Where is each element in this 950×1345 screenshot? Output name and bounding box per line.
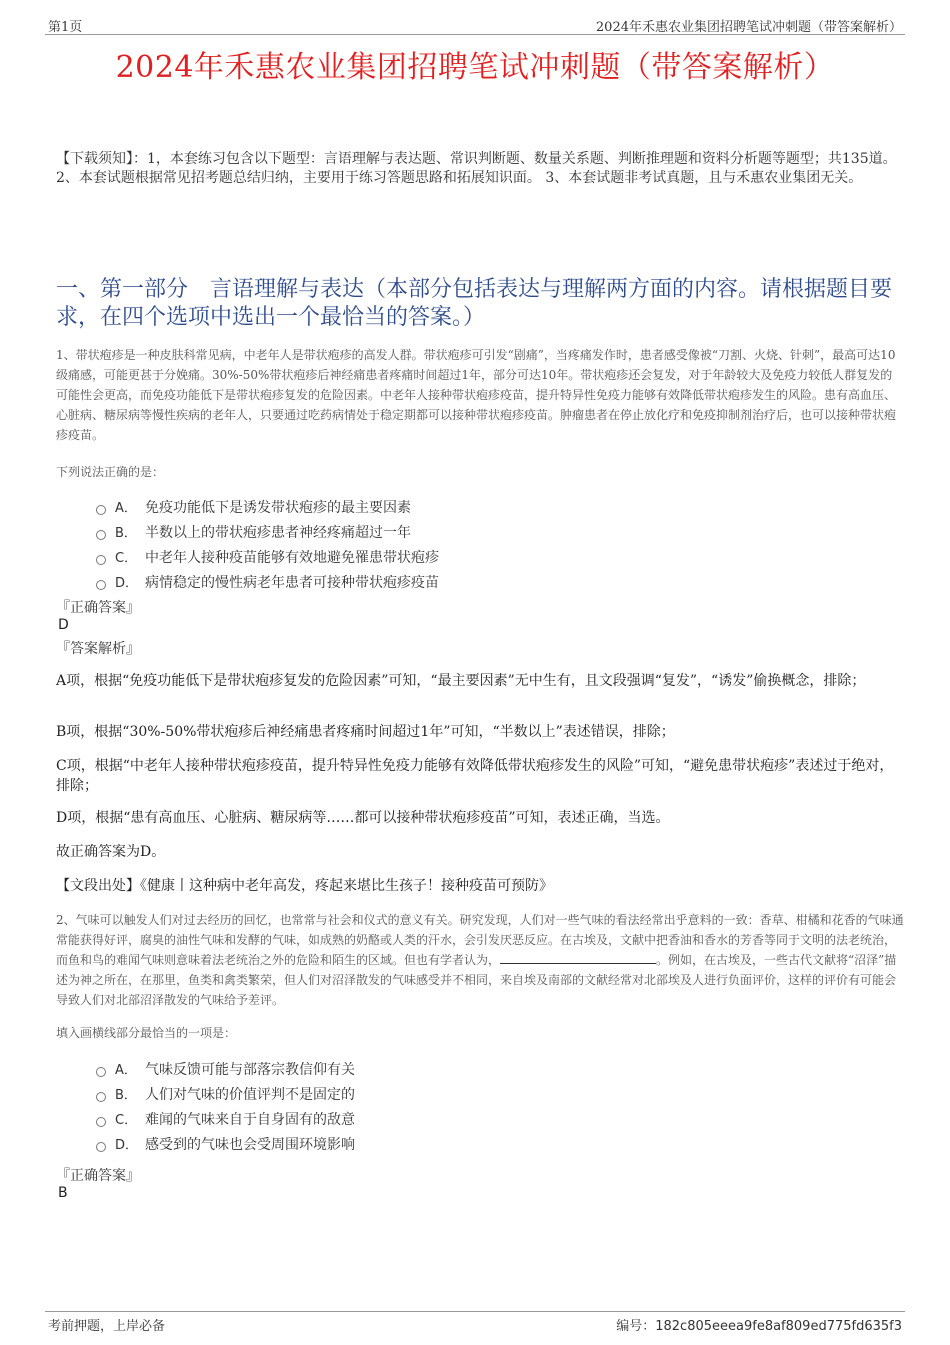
option-text: 人们对气味的价值评判不是固定的 bbox=[145, 1086, 355, 1103]
header-doc-title: 2024年禾惠农业集团招聘笔试冲刺题（带答案解析） bbox=[595, 20, 902, 35]
analysis-d: D项，根据“患有高血压、心脏病、糖尿病等……都可以接种带状疱疹疫苗”可知，表述正确，当选。 bbox=[56, 810, 670, 826]
option-c[interactable] bbox=[96, 1106, 796, 1131]
footer-code bbox=[616, 1315, 902, 1334]
option-text: 难闻的气味来自于自身固有的敌意 bbox=[145, 1111, 355, 1128]
option-text: 感受到的气味也会受周围环境影响 bbox=[145, 1136, 355, 1153]
radio-icon[interactable] bbox=[96, 1142, 106, 1152]
answer-value: D bbox=[58, 617, 69, 633]
option-text: 病情稳定的慢性病老年患者可接种带状疱疹疫苗 bbox=[145, 574, 439, 591]
option-a[interactable] bbox=[96, 1056, 796, 1081]
option-letter: B． bbox=[115, 1088, 137, 1103]
option-d[interactable] bbox=[96, 1131, 796, 1156]
option-text: 免疫功能低下是诱发带状疱疹的最主要因素 bbox=[145, 499, 411, 516]
question-2-prompt: 填入画横线部分最恰当的一项是： bbox=[56, 1026, 237, 1040]
footer-slogan: 考前押题，上岸必备 bbox=[48, 1319, 166, 1334]
option-d[interactable] bbox=[96, 569, 796, 594]
analysis-conclusion: 故正确答案为D。 bbox=[56, 844, 166, 860]
page-number: 第1页 bbox=[48, 20, 83, 35]
answer-label: 『正确答案』 bbox=[56, 1168, 140, 1184]
radio-icon[interactable] bbox=[96, 1092, 106, 1102]
option-text: 半数以上的带状疱疹患者神经疼痛超过一年 bbox=[145, 524, 411, 541]
question-1-text: 1、带状疱疹是一种皮肤科常见病，中老年人是带状疱疹的高发人群。带状疱疹可引发“剧痛”，当疼痛发作时，患者感受像被“刀割、火烧、针刺”，最高可达10级痛感，可能更甚于分娩痛。30%-50%带状疱疹后神经痛患者疼痛时间超过1年，部分可达10年。带状疱疹还会复发，对于年龄较大及免疫力较低人群复发的可能性会更高，而免疫功能低下是带状疱疹复发的危险因素。中老年人接种带状疱疹疫苗，提升特异性免疫力能够有效降低带状疱疹发生的风险。患有高血压、心脏病、糖尿病等慢性疾病的老年人，只要通过吃药病情处于稳定期都可以接种带状疱疹疫苗。肿瘤患者在停止放化疗和免疫抑制剂治疗后，也可以接种带状疱疹疫苗。 bbox=[56, 348, 897, 442]
option-letter: A． bbox=[115, 501, 137, 516]
code-value: 182c805eeea9fe8af809ed775fd635f3 bbox=[655, 1319, 902, 1334]
option-letter: B． bbox=[115, 526, 137, 541]
analysis-b: B项，根据“30%-50%带状疱疹后神经痛患者疼痛时间超过1年”可知，“半数以上”表述错误，排除； bbox=[56, 724, 675, 740]
option-b[interactable] bbox=[96, 1081, 796, 1106]
fill-blank-line bbox=[578, 951, 656, 964]
analysis-c: C项，根据“中老年人接种带状疱疹疫苗，提升特异性免疫力能够有效降低带状疱疹发生的风险”可知，“避免患带状疱疹”表述过于绝对，排除； bbox=[56, 758, 894, 794]
question-2-text-before: 2、气味可以触发人们对过去经历的回忆，也常常与社会和仪式的意义有关。研究发现，人们对一些气味的看法经常出乎意料的一致：香草、柑橘和花香的气味通常能获得好评，腐臭的油性气味和发酵的气味，如成熟的奶酪或人类的汗水，会引发厌恶反应。在古埃及，文献中把香油和香水的芳香等同于文明的法老统治，而鱼和鸟的难闻气味则意味着法老统治之外的危险和陌生的区域。但也有学者认为， bbox=[56, 913, 904, 967]
answer-label: 『正确答案』 bbox=[56, 600, 140, 616]
page-title: 2024年禾惠农业集团招聘笔试冲刺题（带答案解析） bbox=[115, 50, 835, 85]
radio-icon[interactable] bbox=[96, 555, 106, 565]
radio-icon[interactable] bbox=[96, 1117, 106, 1127]
header-divider bbox=[45, 34, 905, 35]
option-letter: D． bbox=[115, 576, 139, 591]
fill-blank-line bbox=[500, 951, 578, 964]
section-title: 一、第一部分 言语理解与表达（本部分包括表达与理解两方面的内容。请根据题目要求，在四个选项中选出一个最恰当的答案。） bbox=[56, 277, 893, 330]
option-a[interactable] bbox=[96, 494, 796, 519]
code-label: 编号： bbox=[616, 1319, 656, 1334]
analysis-a: A项，根据“免疫功能低下是带状疱疹复发的危险因素”可知，“最主要因素”无中生有，且文段强调“复发”，“诱发”偷换概念，排除； bbox=[56, 673, 866, 689]
footer-divider bbox=[45, 1311, 905, 1312]
download-notice: 【下载须知】：1，本套练习包含以下题型：言语理解与表达题、常识判断题、数量关系题、判断推理题和资料分析题等题型；共135道。 2、本套试题根据常见招考题总结归纳，主要用于练习答题思路和拓展知识面。 3、本套试题非考试真题，且与禾惠农业集团无关。 bbox=[56, 151, 897, 186]
option-letter: C． bbox=[115, 551, 138, 566]
question-1-options bbox=[96, 494, 796, 594]
option-text: 气味反馈可能与部落宗教信仰有关 bbox=[145, 1061, 355, 1078]
question-2-options bbox=[96, 1056, 796, 1156]
option-b[interactable] bbox=[96, 519, 796, 544]
radio-icon[interactable] bbox=[96, 505, 106, 515]
radio-icon[interactable] bbox=[96, 530, 106, 540]
answer-value: B bbox=[58, 1185, 68, 1201]
radio-icon[interactable] bbox=[96, 580, 106, 590]
option-letter: D． bbox=[115, 1138, 139, 1153]
radio-icon[interactable] bbox=[96, 1067, 106, 1077]
option-letter: C． bbox=[115, 1113, 138, 1128]
option-letter: A． bbox=[115, 1063, 137, 1078]
analysis-label: 『答案解析』 bbox=[56, 641, 140, 657]
question-1-prompt: 下列说法正确的是： bbox=[56, 465, 165, 479]
option-c[interactable] bbox=[96, 544, 796, 569]
question-2-text bbox=[56, 910, 904, 1010]
source-citation: 【文段出处】《健康丨这种病中老年高发，疼起来堪比生孩子！接种疫苗可预防》 bbox=[56, 878, 553, 894]
question-2-text-after: 。例如，在古埃及，一些古代文献将“沼泽”描述为神之所在，在那里，鱼类和禽类繁荣，但人们对沼泽散发的气味感受并不相同，来自埃及南部的文献经常对北部埃及人进行负面评价，这样的评价有可能会导致人们对北部沼泽散发的气味给予差评。 bbox=[56, 953, 897, 1007]
option-text: 中老年人接种疫苗能够有效地避免罹患带状疱疹 bbox=[145, 549, 439, 566]
